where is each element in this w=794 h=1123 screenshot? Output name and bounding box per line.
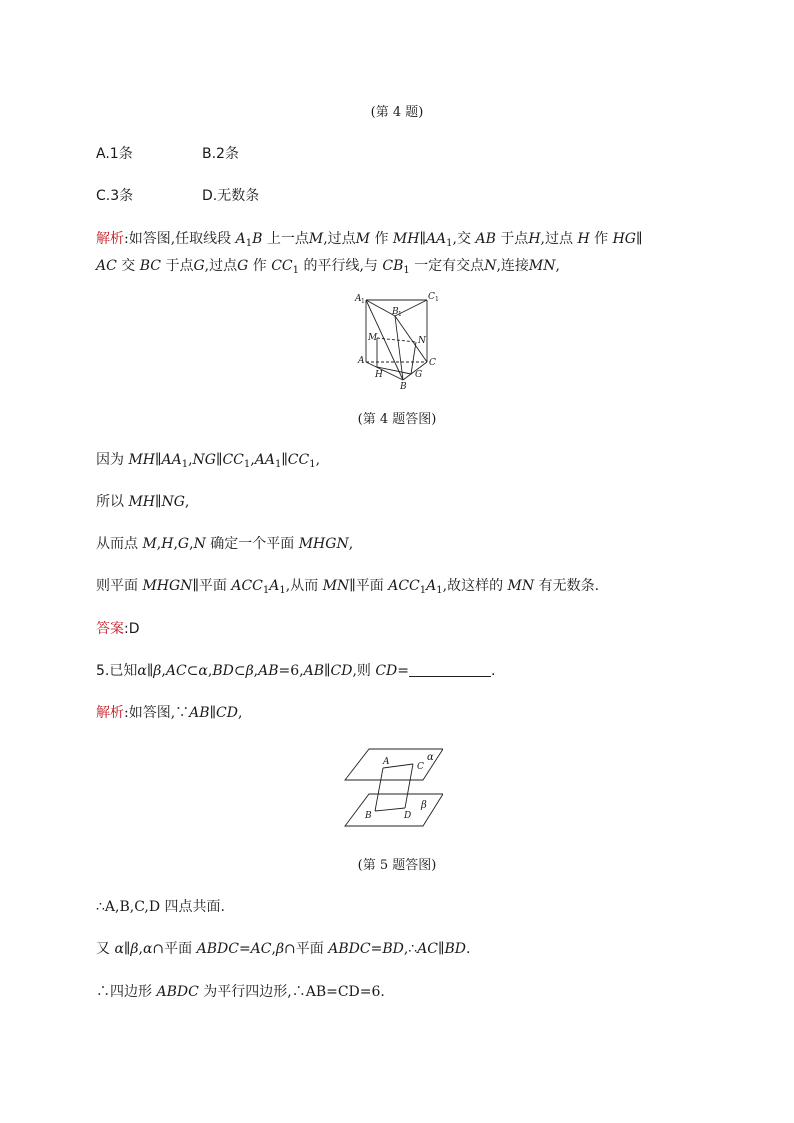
text: 为平行四边形, [203, 984, 292, 1000]
label-A: A [358, 356, 365, 366]
figure-caption-q4: (第 4 题) [370, 105, 424, 120]
text: 的平行线,与 [303, 258, 378, 274]
analysis-label: 解析 [96, 231, 124, 247]
svg-text:1: 1 [398, 311, 402, 318]
option-a: A.1条 [96, 146, 133, 162]
text: 一定有交点 [414, 258, 485, 274]
text: 确定一个平面 [210, 536, 295, 552]
text: 上一点 [266, 231, 309, 247]
text: 作 [374, 231, 389, 247]
text: 作 [594, 231, 609, 247]
label-N: N [418, 336, 426, 346]
text: :如答图,任取线段 [124, 231, 232, 247]
text: ∴ [96, 984, 110, 1000]
text: 所以 [96, 494, 124, 510]
q5-step-3: ∴四边形 ABDC 为平行四边形,∴AB=CD=6. [96, 984, 385, 1000]
label-C1: C [428, 292, 435, 302]
options-row-2 [96, 185, 308, 207]
label-A1: A [355, 294, 362, 304]
option-b: B.2条 [202, 146, 239, 162]
text: ,过点 [204, 258, 238, 274]
label-C-q5: C [417, 762, 424, 772]
q4-answer [96, 618, 140, 640]
text: 有无数条. [538, 578, 600, 594]
text: ,过点 [540, 231, 573, 247]
label-C: C [429, 358, 436, 368]
options-row-1 [96, 143, 308, 165]
q4-analysis-line-1: 解析:如答图,任取线段 $A_1B$ 上一点M,过点M 作 $MH\parallel AA_1$,交 AB 于点H,过点 H 作 HG∥ [96, 231, 643, 249]
q5-analysis: 解析:如答图,∵AB∥CD, [96, 705, 243, 721]
prism-figure-q4 [350, 290, 450, 394]
text: 已知 [109, 663, 138, 679]
label-alpha: α [427, 752, 434, 763]
q5-step-1 [96, 896, 225, 918]
text: ,交 [452, 231, 471, 247]
question-number: 5. [96, 663, 110, 679]
text: ,故这样的 [442, 578, 504, 594]
q4-analysis-line-2: AC 交 BC 于点G,过点G 作 $CC_1$ 的平行线,与 $CB_1$ 一定有交点N,连接MN, [96, 258, 560, 276]
text: 四边形 [110, 984, 152, 1000]
answer-label: 答案 [96, 621, 124, 637]
text: ,过点 [323, 231, 356, 247]
q4-step-1: 因为 $MH\parallel AA_1,NG\parallel CC_1,AA_1\parallel CC_1$, [96, 452, 321, 470]
q4-step-3: 从而点 M,H,G,N 确定一个平面 MHGN, [96, 536, 354, 552]
label-B1: B [392, 307, 399, 317]
text: 平面 [164, 941, 193, 957]
text: :如答图, [124, 705, 176, 721]
option-d: D.无数条 [202, 188, 260, 204]
text: ,则 [352, 663, 371, 679]
text: 则平面 [96, 578, 138, 594]
q5-question: 5.已知α∥β,AC⊂α,BD⊂β,AB=6,AB∥CD,则 CD= . [96, 663, 496, 679]
text: ∴A,B,C,D 四点共面. [96, 899, 225, 915]
text: 又 [96, 941, 110, 957]
figure-caption-q4-answer: (第 4 题答图) [357, 412, 437, 427]
text: AB=CD=6. [305, 984, 385, 1000]
label-B: B [400, 382, 407, 392]
svg-text:1: 1 [435, 296, 439, 303]
label-M: M [368, 333, 378, 343]
text: 交 [121, 258, 136, 274]
q4-step-2: 所以 MH∥NG, [96, 494, 190, 510]
label-A-q5: A [383, 757, 390, 767]
label-G: G [415, 370, 423, 380]
text: 因为 [96, 452, 124, 468]
figure-caption-q5-answer: (第 5 题答图) [357, 858, 437, 873]
text: 从而点 [96, 536, 138, 552]
q5-step-2: 又 α∥β,α∩平面 ABDC=AC,β∩平面 ABDC=BD,∴AC∥BD. [96, 941, 471, 957]
text: ,连接 [496, 258, 529, 274]
planes-figure-q5 [343, 746, 443, 830]
answer-value: :D [124, 621, 140, 637]
label-D-q5: D [404, 811, 412, 821]
label-B-q5: B [365, 811, 372, 821]
q4-step-4: 则平面 MHGN∥平面 $ACC_1A_1$,从而 MN∥平面 $ACC_1A_1$,故这样的 MN 有无数条. [96, 578, 600, 596]
text: 于点 [500, 231, 529, 247]
text: 平面 [355, 578, 384, 594]
svg-text:1: 1 [361, 298, 365, 305]
text: 平面 [295, 941, 324, 957]
text: 作 [252, 258, 267, 274]
text: 于点 [165, 258, 194, 274]
answer-blank[interactable] [409, 662, 491, 677]
option-c: C.3条 [96, 188, 134, 204]
text: ,从而 [285, 578, 319, 594]
text: 平面 [198, 578, 227, 594]
label-H: H [375, 370, 383, 380]
analysis-label: 解析 [96, 705, 124, 721]
label-beta: β [421, 800, 427, 811]
